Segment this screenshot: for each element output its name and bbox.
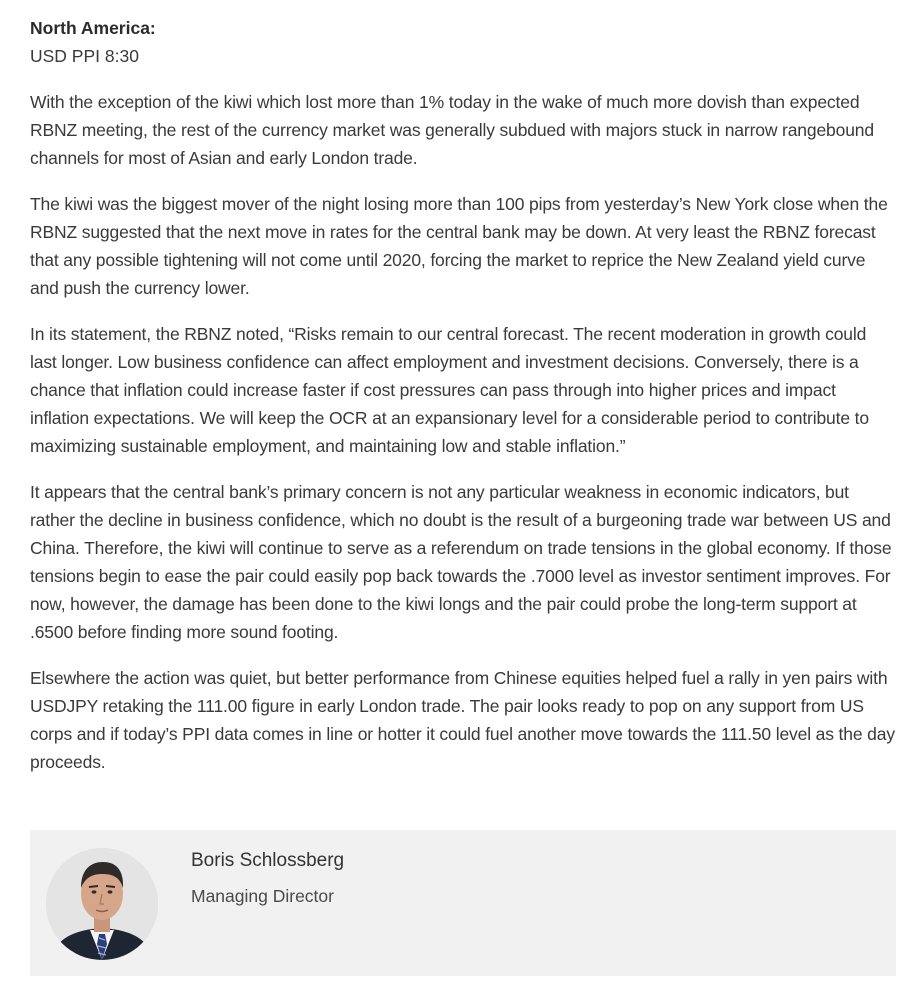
paragraph-2: The kiwi was the biggest mover of the night losing more than 100 pips from yesterday’s New York close when the RBNZ suggested that the next move in rates for the central bank may be down. At very least the RBNZ forecast that any possible tightening will not come until 2020, forcing the market to reprice the New Zealand yield curve and push the currency lower. <box>30 194 888 298</box>
paragraph-4: It appears that the central bank’s primary concern is not any particular weakness in economic indicators, but rather the decline in business confidence, which no doubt is the result of a burgeoning trade war between US and China. Therefore, the kiwi will continue to serve as a referendum on trade tensions in the global economy. If those tensions begin to ease the pair could easily pop back towards the .7000 level as investor sentiment improves. For now, however, the damage has been done to the kiwi longs and the pair could probe the long-term support at .6500 before finding more sound footing. <box>30 482 892 642</box>
author-title: Managing Director <box>191 886 334 906</box>
paragraph-5: Elsewhere the action was quiet, but better performance from Chinese equities helped fuel a rally in yen pairs with USDJPY retaking the 111.00 figure in early London trade. The pair looks ready to pop on any support from US corps and if today’s PPI data comes in line or hotter it could fuel another move towards the 111.50 level as the day proceeds. <box>30 668 895 772</box>
author-avatar <box>46 848 158 960</box>
region-heading: North America: <box>30 18 156 38</box>
author-name[interactable]: Boris Schlossberg <box>191 850 345 871</box>
paragraph-1: With the exception of the kiwi which lost more than 1% today in the wake of much more dovish than expected RBNZ meeting, the rest of the currency market was generally subdued with majors stuck in narrow rangebound channels for most of Asian and early London trade. <box>30 92 874 168</box>
author-card <box>30 830 896 976</box>
paragraph-3: In its statement, the RBNZ noted, “Risks remain to our central forecast. The recent moderation in growth could last longer. Low business confidence can affect employment and investment decisions. Conversely, there is a chance that inflation could increase faster if cost pressures can pass through into higher prices and impact inflation expectations. We will keep the OCR at an expansionary level for a considerable period to contribute to maximizing sustainable employment, and maintaining low and stable inflation.” <box>30 324 869 456</box>
article-body <box>30 14 896 794</box>
economic-data-line: USD PPI 8:30 <box>30 46 139 66</box>
author-portrait-image <box>46 848 158 960</box>
